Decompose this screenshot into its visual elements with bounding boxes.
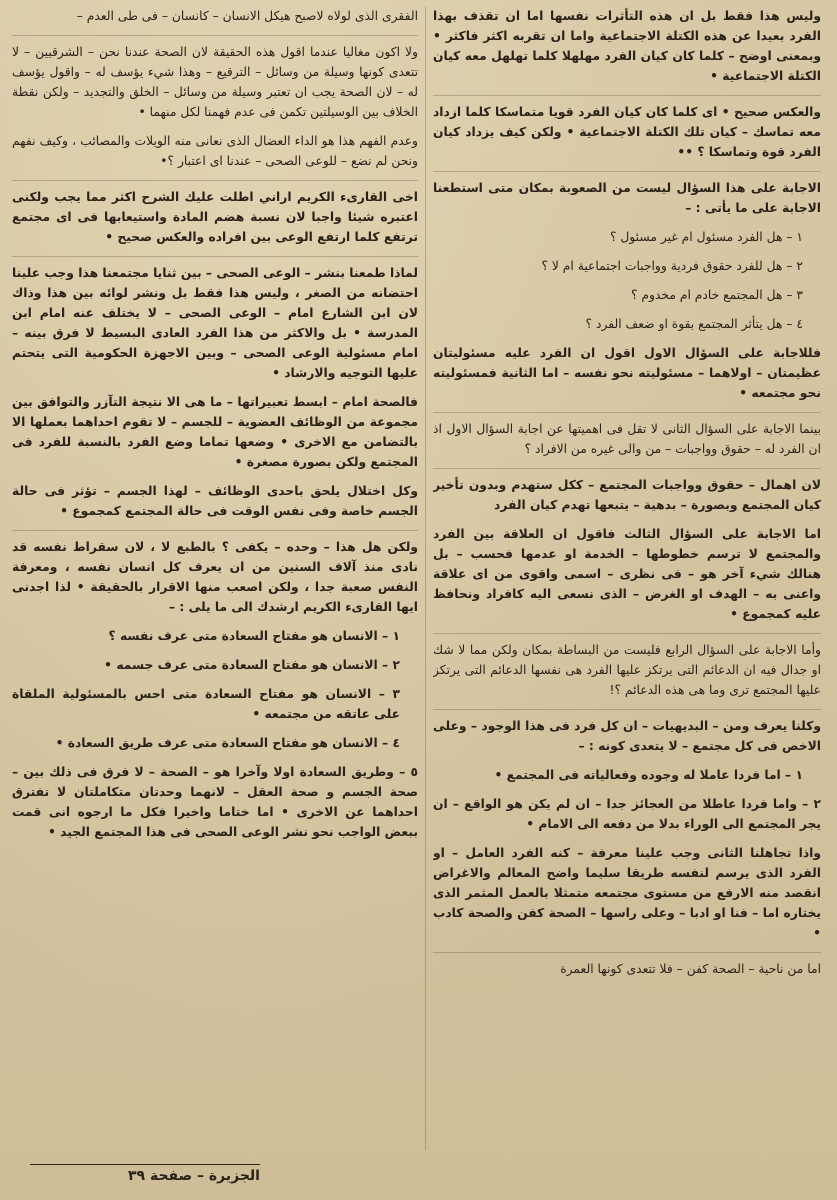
paragraph: ١ – اما فردا عاملا له وجوده وفعالياته فى المجتمع •	[494, 768, 803, 782]
paragraph: ٢ – هل للفرد حقوق فردية وواجبات اجتماعية ام لا ؟	[541, 259, 803, 273]
paragraph: اخى القارىء الكريم اراني اطلت عليك الشرح اكثر مما يجب ولكنى اعتبره شيئا واجبا لان نسبة هضم المادة واستيعابها فى اى مجتمع ترتفع كلما ارتفع الوعى بين افراده والعكس صحيح •	[12, 180, 418, 247]
paragraph: ٤ – هل يتأثر المجتمع بقوة او ضعف الفرد ؟	[585, 317, 803, 331]
paragraph: بينما الاجابة على السؤال الثانى لا تقل فى اهميتها عن اجابة السؤال الاول اذ ان الفرد له – حقوق وواجبات – من والى غيره من الافراد ؟	[433, 412, 821, 459]
paragraph: لان اهمال – حقوق وواجبات المجتمع – ككل ستهدم وبدون تأخير كيان المجتمع وبصورة – بدهية – يتبعها تهدم كيان الفرد	[433, 468, 821, 515]
left-column	[12, 6, 418, 1148]
paragraph: ٢ – واما فردا عاطلا من العجائز جدا – ان لم يكن هو الواقع – ان يجر المجتمع الى الوراء بدلا من دفعه الى الامام •	[433, 797, 821, 831]
paragraph: ١ – الانسان هو مفتاح السعادة متى عرف نفسه ؟	[108, 629, 400, 643]
page-footer: الجزيرة – صفحة ٣٩	[30, 1164, 260, 1184]
paragraph: ١ – هل الفرد مسئول ام غير مسئول ؟	[609, 230, 803, 244]
paragraph: فللاجابة على السؤال الاول اقول ان الفرد عليه مسئوليتان عظيمتان – اولاهما – مسئوليته نحو نفسه – اما الثانية فمسئوليته نحو مجتمعه •	[433, 346, 821, 400]
paragraph: وعدم الفهم هذا هو الداء العضال الذى نعانى منه الويلات والمصائب ، وكيف نفهم ونحن لم نضع – للوعى الصحى – عندنا اى اعتبار ؟•	[12, 134, 418, 168]
paragraph: فالصحة امام – ابسط تعبيراتها – ما هى الا نتيجة التآزر والتوافق بين مجموعة من الوظائف العضوية – للجسم – لا تقوم احداهما بعملها الا بالتضامن مع الاخرى • وضعها تماما وضع الفرد بالنسبة للفرد فى المجتمع ولكن بصورة مصغرة •	[12, 395, 418, 469]
paragraph: ٣ – هل المجتمع خادم ام مخدوم ؟	[630, 288, 803, 302]
paragraph: ولا اكون مغاليا عندما اقول هذه الحقيقة لان الصحة عندنا نحن – الشرقيين – لا تتعدى كونها وسيلة من وسائل – الترقيع – وهذا شيء يؤسف له – واقول يؤسف له – لان الصحة يجب ان تعتبر وسيلة من وسائل – الخلق والتجديد – ولكن نقطة الخلاف بين الوسيلتين تكمن فى عدم فهمنا لكل منهما •	[12, 35, 418, 122]
column-divider	[425, 6, 426, 1150]
right-column	[433, 6, 821, 1148]
paragraph: وأما الاجابة على السؤال الرابع فليست من البساطة بمكان ولكن مما لا شك او جدال فيه ان الدعائم التى يرتكز عليها الفرد هى نفسها الدعائم التى يرتكز عليها المجتمع ترى وما هى هذه الدعائم ؟!	[433, 633, 821, 700]
paragraph: ولكن هل هذا – وحده – يكفى ؟ بالطبع لا ، لان سقراط نفسه قد نادى منذ آلاف السنين من ان يعرف كل انسان نفسه ، ومعرفة النفس صعبة جدا ، ولكن اصعب منها الاقرار بالحقيقة • لذا اجدنى ايها القارىء الكريم ارشدك الى ما يلى : –	[12, 530, 418, 617]
paragraph: وكل اختلال يلحق باحدى الوظائف – لهذا الجسم – تؤثر فى حالة الجسم خاصة وفى نفس الوقت فى حالة المجتمع كمجموع •	[12, 484, 418, 518]
paragraph: لماذا طمعنا بنشر – الوعى الصحى – بين ثنايا مجتمعنا هذا وجب علينا احتضانه من الصغر ، وليس هذا فقط بل ونشر لوائه بين هذا وذاك لان ابن الشارع امام – الوعى الصحى – لا يختلف عنه امام ابن المدرسة • بل والاكثر من هذا الفرد العادى البسيط لا فرق بينه – امام مسئولية الوعى الصحى – وبين الاجهزة الحكومية التى يتحتم عليها التوجيه والارشاد •	[12, 256, 418, 383]
paragraph: ٤ – الانسان هو مفتاح السعادة متى عرف طريق السعادة •	[55, 736, 400, 750]
paragraph: وليس هذا فقط بل ان هذه التأثرات نفسها اما ان تقذف بهذا الفرد بعيدا عن هذه الكتلة الاجتماعية واما ان تقربه اكثر فاكثر • وبمعنى اوضح – كلما كان كيان الفرد مهلهلا كلما تهلهل معه كيان الكتلة الاجتماعية •	[433, 9, 821, 83]
paragraph: والعكس صحيح • اى كلما كان كيان الفرد قويا متماسكا كلما ازداد معه تماسك – كيان تلك الكتلة الاجتماعية • ولكن كيف يزداد كيان الفرد قوة وتماسكا ؟ ••	[433, 95, 821, 162]
paragraph: وكلنا يعرف ومن – البديهيات – ان كل فرد فى هذا الوجود – وعلى الاخص فى كل مجتمع – لا يتعدى كونه : –	[433, 709, 821, 756]
paragraph: الاجابة على هذا السؤال ليست من الصعوبة بمكان متى استطعنا الاجابة على ما يأتى : –	[433, 171, 821, 218]
paragraph: واذا تجاهلنا الثانى وجب علينا معرفة – كنه الفرد العامل – او الفرد الذى يرسم لنفسه طريقا سليما واضح المعالم والاغراض انقصد منه الارفع من مستوى مجتمعه متمثلا بالعمل المثمر الذى يختاره اما – فنا او ادبا – وعلى راسها – الصحة كفن والصحة كادب •	[433, 846, 821, 940]
paragraph: ٢ – الانسان هو مفتاح السعادة متى عرف جسمه •	[104, 658, 400, 672]
paragraph: ٥ – وطريق السعادة اولا وآخرا هو – الصحة – لا فرق فى ذلك بين – صحة الجسم و صحة العقل – لانهما وحدتان متكاملتان لا تفترق احداهما عن الاخرى • اما ختاما واخيرا فكل ما ارجوه انى قمت ببعض الواجب نحو نشر الوعى الصحى فى هذا المجتمع الجيد •	[12, 765, 418, 839]
paragraph: اما من ناحية – الصحة كفن – فلا تتعدى كونها العمرة	[433, 952, 821, 979]
paragraph: ٣ – الانسان هو مفتاح السعادة متى احس بالمسئولية الملقاة على عاتقه من مجتمعه •	[12, 687, 400, 721]
paragraph: الفقرى الذى لولاه لاصبح هيكل الانسان – كانسان – فى طى العدم –	[76, 9, 418, 23]
paragraph: اما الاجابة على السؤال الثالث فاقول ان العلاقة بين الفرد والمجتمع لا ترسم خطوطها – الخدمة او عدمها فحسب – بل هنالك شيء آخر هو – فى نظرى – اسمى واقوى من اى علاقة واعنى به – الهدف او الغرض – الذى نسعى اليه كافراد ونحافظ عليه كمجموع •	[433, 527, 821, 621]
